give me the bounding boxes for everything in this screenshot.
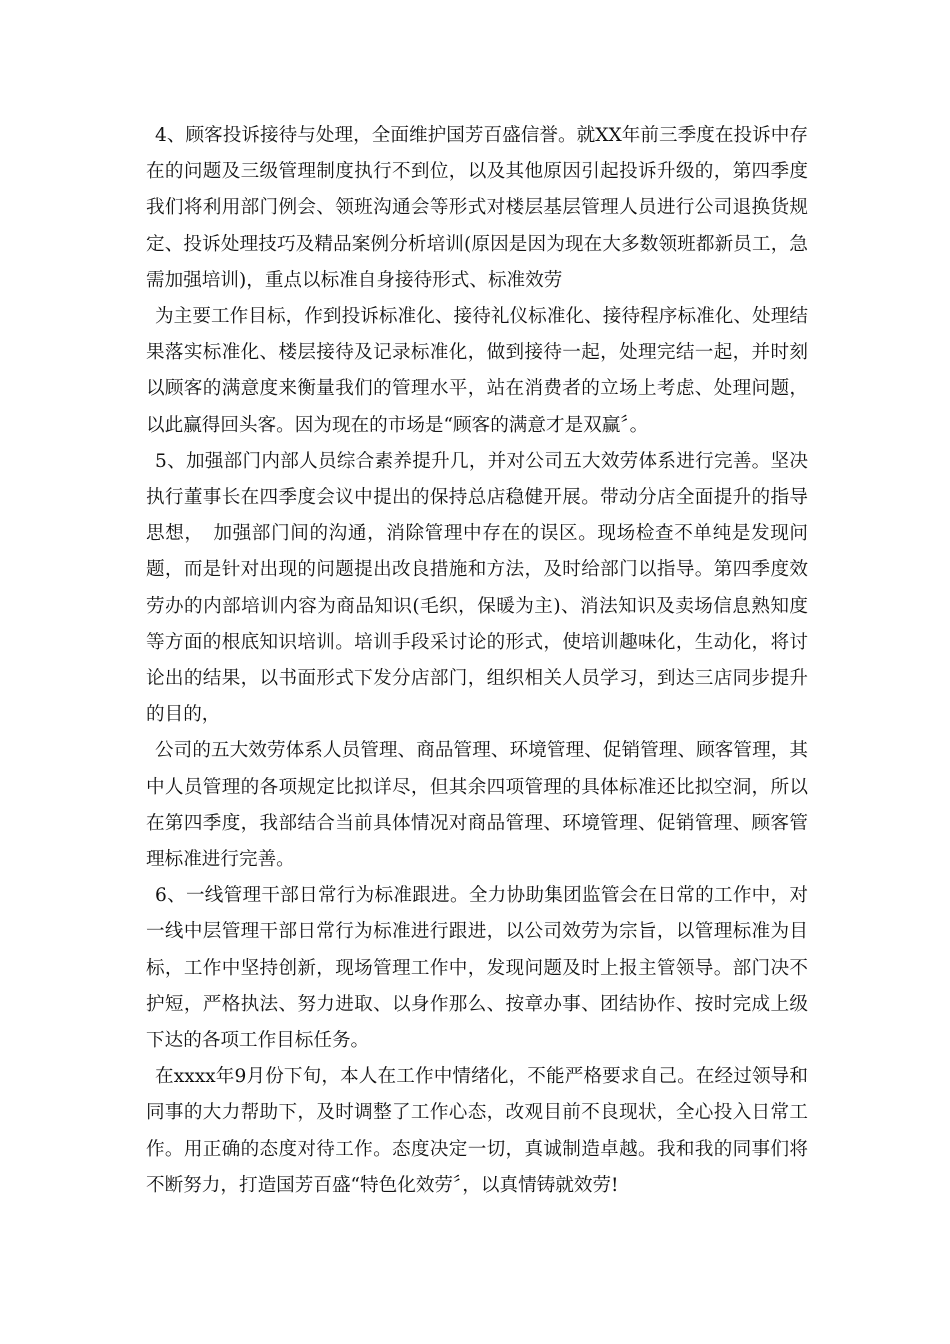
paragraph-customer-complaints: 4、顾客投诉接待与处理，全面维护国芳百盛信誉。就XX年前三季度在投诉中存在的问题及三级管理制度执行不到位，以及其他原因引起投诉升级的，第四季度我们将利用部门例会、领班沟通会等形式对楼层基层管理人员进行公司退换货规定、投诉处理技巧及精品案例分析培训(原因是因为现在大多数领班都新员工，急需加强培训)，重点以标准自身接待形式、标准效劳 xyxy=(146,125,808,291)
paragraph-service-system: 公司的五大效劳体系人员管理、商品管理、环境管理、促销管理、顾客管理，其中人员管理的各项规定比拟详尽，但其余四项管理的具体标准还比拟空洞，所以在第四季度，我部结合当前具体情况对商品管理、环境管理、促销管理、顾客管理标准进行完善。 xyxy=(146,740,808,871)
paragraph-standardization-goals: 为主要工作目标，作到投诉标准化、接待礼仪标准化、接待程序标准化、处理结果落实标准化、楼层接待及记录标准化，做到接待一起，处理完结一起，并时刻以顾客的满意度来衡量我们的管理水平，站在消费者的立场上考虑、处理问题，以此赢得回头客。因为现在的市场是“顾客的满意才是双赢〞。 xyxy=(146,306,808,436)
document-body xyxy=(146,118,808,1204)
paragraph-personal-reflection: 在xxxx年9月份下旬，本人在工作中情绪化，不能严格要求自己。在经过领导和同事的大力帮助下，及时调整了工作心态，改观目前不良现状，全心投入日常工作。用正确的态度对待工作。态度决定一切，真诚制造卓越。我和我的同事们将不断努力，打造国芳百盛“特色化效劳〞，以真情铸就效劳! xyxy=(146,1066,808,1196)
paragraph-staff-training: 5、加强部门内部人员综合素养提升几，并对公司五大效劳体系进行完善。坚决执行董事长在四季度会议中提出的保持总店稳健开展。带动分店全面提升的指导思想， 加强部门间的沟通，消除管理中存在的误区。现场检查不单纯是发现问题，而是针对出现的问题提出改良措施和方法，及时给部门以指导。第四季度效劳办的内部培训内容为商品知识(毛织，保暖为主)、消法知识及卖场信息熟知度等方面的根底知识培训。培训手段采讨论的形式，使培训趣味化，生动化，将讨论出的结果，以书面形式下发分店部门，组织相关人员学习，到达三店同步提升的目的， xyxy=(146,450,808,726)
paragraph-manager-conduct: 6、一线管理干部日常行为标准跟进。全力协助集团监管会在日常的工作中，对一线中层管理干部日常行为标准进行跟进，以公司效劳为宗旨，以管理标准为目标，工作中坚持创新，现场管理工作中，发现问题及时上报主管领导。部门决不护短，严格执法、努力进取、以身作那么、按章办事、团结协作、按时完成上级下达的各项工作目标任务。 xyxy=(146,885,808,1052)
